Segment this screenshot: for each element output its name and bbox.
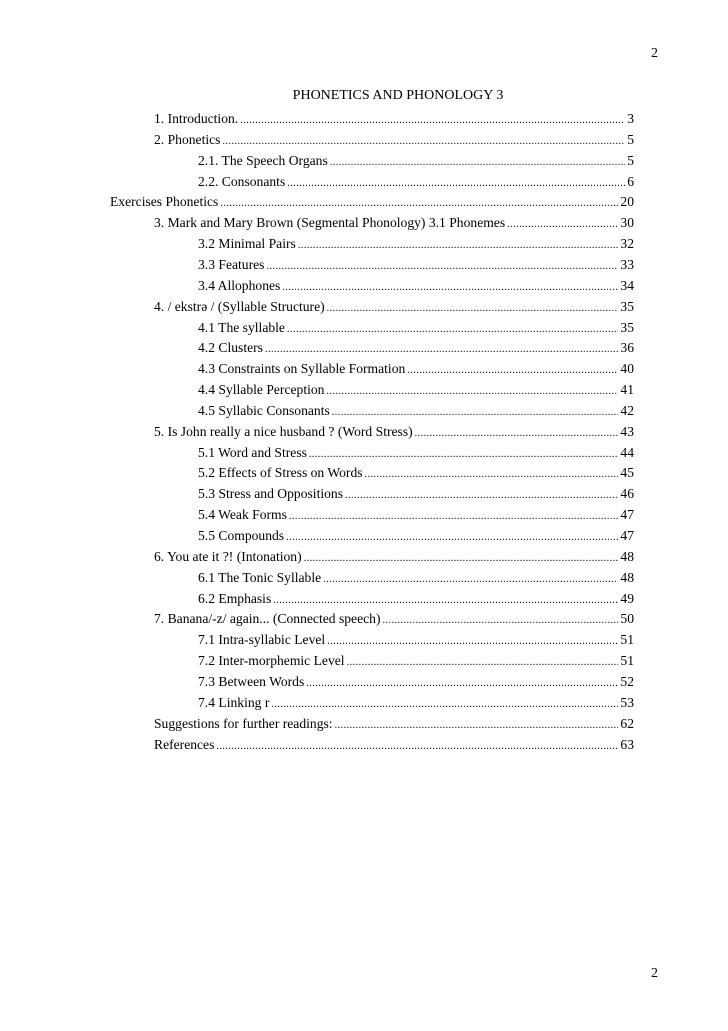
toc-entry-label: 3. Mark and Mary Brown (Segmental Phonology) 3.1 Phonemes — [154, 215, 506, 231]
toc-entry-page: 47 — [620, 528, 634, 543]
toc-entry-label: 3.3 Features — [198, 256, 265, 272]
toc-entry — [198, 235, 634, 255]
toc-dot-leader — [407, 362, 618, 380]
toc-entry-page: 63 — [620, 736, 634, 752]
toc-entry — [198, 527, 634, 547]
toc-entry — [198, 506, 634, 526]
toc-dot-leader — [507, 216, 618, 234]
toc-entry-page: 46 — [620, 486, 634, 502]
toc-entry-page: 43 — [620, 423, 634, 439]
toc-entry — [154, 214, 634, 234]
toc-dot-leader — [287, 175, 625, 193]
toc-entry-page: 3 — [627, 111, 634, 126]
toc-entry-page: 48 — [620, 548, 634, 564]
toc-dot-leader — [415, 425, 619, 443]
toc-dot-leader — [222, 133, 625, 151]
toc-dot-leader — [327, 633, 618, 651]
toc-entry-label: 2.1. The Speech Organs — [198, 152, 328, 168]
toc-entry-label: 3.2 Minimal Pairs — [198, 236, 296, 252]
toc-entry — [198, 277, 634, 297]
toc-dot-leader — [306, 675, 618, 693]
toc-entry-page: 42 — [620, 402, 634, 418]
toc-entry-page: 5 — [627, 152, 634, 168]
toc-entry — [198, 444, 634, 464]
toc-entry-page: 41 — [620, 382, 634, 398]
toc-entry-label: 5.3 Stress and Oppositions — [198, 486, 344, 502]
toc-entry-page: 51 — [620, 653, 634, 669]
toc-entry-label: References — [154, 736, 215, 752]
toc-dot-leader — [347, 654, 619, 672]
toc-entry — [198, 152, 634, 172]
toc-dot-leader — [304, 550, 619, 568]
toc-dot-leader — [286, 529, 618, 547]
toc-entry-label: 4.5 Syllabic Consonants — [198, 402, 330, 418]
toc-entry-page: 32 — [620, 236, 634, 252]
toc-entry — [110, 193, 634, 213]
toc-entry-label: 4.4 Syllable Perception — [198, 382, 325, 398]
toc-entry — [198, 339, 634, 359]
toc-entry-label: 5.1 Word and Stress — [198, 444, 307, 460]
toc-entry-page: 30 — [620, 215, 634, 231]
toc-entry-label: 2. Phonetics — [154, 131, 221, 147]
toc-dot-leader — [330, 154, 625, 172]
toc-entry — [198, 319, 634, 339]
toc-entry-page: 51 — [620, 632, 634, 648]
toc-entry — [198, 402, 634, 422]
toc-dot-leader — [323, 571, 618, 589]
toc-entry-label: 4.1 The syllable — [198, 319, 285, 335]
toc-entry — [154, 298, 634, 318]
toc-entry — [198, 631, 634, 651]
toc-entry-label: 5.4 Weak Forms — [198, 507, 287, 523]
toc-title: PHONETICS AND PHONOLOGY 3 — [292, 88, 504, 103]
toc-entry-label: 7.3 Between Words — [198, 673, 305, 689]
toc-entry-label: 5.5 Compounds — [198, 528, 285, 543]
toc-entry-label: 3.4 Allophones — [198, 277, 281, 293]
toc-entry-page: 20 — [620, 194, 634, 210]
toc-dot-leader — [240, 112, 625, 130]
toc-dot-leader — [282, 279, 618, 297]
toc-entry — [198, 694, 634, 714]
toc-entry-page: 47 — [620, 507, 634, 523]
toc-entry — [198, 464, 634, 484]
toc-dot-leader — [335, 717, 619, 735]
toc-dot-leader — [298, 237, 619, 255]
toc-entry-page: 44 — [620, 444, 634, 460]
toc-entry-label: 7.4 Linking r — [198, 694, 270, 710]
toc-dot-leader — [309, 446, 618, 464]
toc-entry-page: 36 — [620, 340, 634, 356]
toc-entry — [154, 131, 634, 151]
toc-entry — [154, 423, 634, 443]
toc-entry — [198, 256, 634, 276]
toc-dot-leader — [332, 404, 619, 422]
toc-entry — [198, 569, 634, 589]
toc-entry-page: 53 — [620, 694, 634, 710]
toc-entry — [198, 485, 634, 505]
toc-entry-label: 1. Introduction. — [154, 111, 239, 126]
toc-entry — [154, 110, 634, 130]
toc-dot-leader — [382, 612, 618, 630]
toc-entry-label: 5. Is John really a nice husband ? (Word Stress) — [154, 423, 413, 439]
toc-entry — [154, 610, 634, 630]
toc-entry — [198, 173, 634, 193]
toc-entry — [198, 652, 634, 672]
toc-dot-leader — [327, 300, 619, 318]
toc-dot-leader — [271, 696, 618, 714]
toc-entry-label: 7. Banana/-z/ again... (Connected speech) — [154, 611, 381, 627]
toc-entry-label: 6. You ate it ?! (Intonation) — [154, 548, 302, 564]
toc-entry-page: 35 — [620, 319, 634, 335]
page-number-top: 2 — [651, 46, 658, 61]
toc-entry — [198, 590, 634, 610]
toc-entry-label: 7.2 Inter-morphemic Level — [198, 653, 345, 669]
toc-entry-label: Suggestions for further readings: — [154, 715, 333, 731]
toc-entry-page: 6 — [627, 173, 634, 189]
toc-entry-label: 4.3 Constraints on Syllable Formation — [198, 361, 406, 377]
toc-entry-page: 34 — [620, 277, 634, 293]
toc-entry-page: 50 — [620, 611, 634, 627]
toc-dot-leader — [287, 321, 618, 339]
toc-entry-label: 2.2. Consonants — [198, 173, 286, 189]
toc-entry — [198, 360, 634, 380]
toc-dot-leader — [273, 592, 618, 610]
toc-dot-leader — [266, 258, 618, 276]
toc-entry — [154, 715, 634, 735]
toc-dot-leader — [365, 466, 619, 484]
toc-entry-page: 48 — [620, 569, 634, 585]
page-number-bottom: 2 — [651, 966, 658, 981]
toc-entry-page: 5 — [627, 131, 634, 147]
toc-dot-leader — [220, 195, 618, 213]
toc-dot-leader — [326, 383, 618, 401]
toc-dot-leader — [265, 341, 618, 359]
toc-dot-leader — [216, 738, 618, 756]
toc-entry-page: 35 — [620, 298, 634, 314]
toc-entry-label: 6.2 Emphasis — [198, 590, 272, 606]
toc-entry-page: 49 — [620, 590, 634, 606]
toc-entry — [154, 548, 634, 568]
toc-entry-label: 4.2 Clusters — [198, 340, 263, 356]
toc-entry-page: 62 — [620, 715, 634, 731]
toc-entry-label: Exercises Phonetics — [110, 194, 219, 210]
toc-entry-label: 5.2 Effects of Stress on Words — [198, 465, 363, 481]
toc-entry-page: 40 — [620, 361, 634, 377]
toc-entry — [154, 736, 634, 756]
toc-entry-label: 6.1 The Tonic Syllable — [198, 569, 322, 585]
toc-entry — [198, 673, 634, 693]
toc-dot-leader — [345, 487, 618, 505]
toc-entry-page: 33 — [620, 256, 634, 272]
toc-entry-page: 52 — [620, 673, 634, 689]
toc-dot-leader — [289, 508, 619, 526]
toc-entry-label: 4. / ekstrə / (Syllable Structure) — [154, 298, 325, 314]
toc-entry-label: 7.1 Intra-syllabic Level — [198, 632, 326, 648]
toc-entry — [198, 381, 634, 401]
toc-entry-page: 45 — [620, 465, 634, 481]
